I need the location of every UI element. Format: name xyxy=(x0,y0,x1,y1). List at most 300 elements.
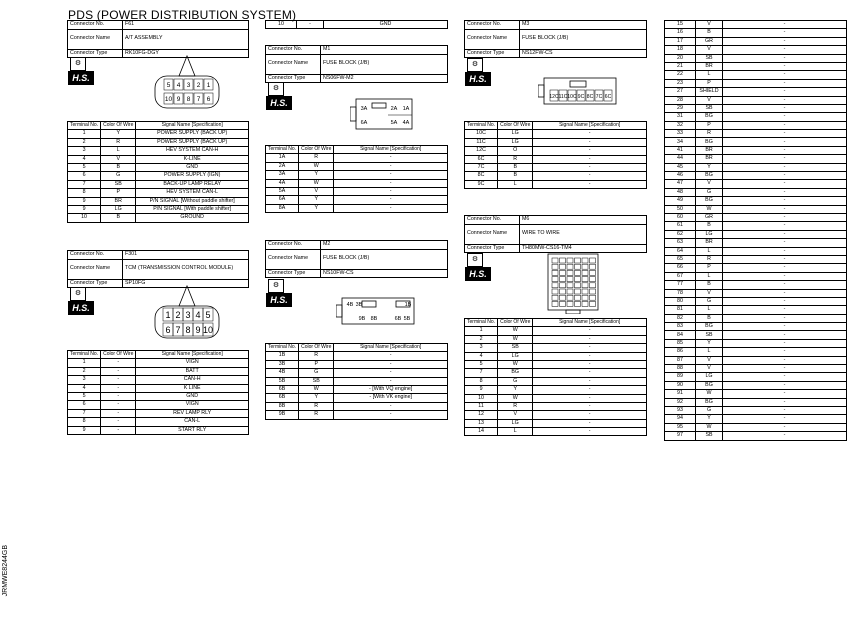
table-row xyxy=(665,54,847,62)
pin-number: 2A xyxy=(390,106,398,112)
table-row xyxy=(665,406,847,414)
terminal-cell: 60 xyxy=(665,213,696,221)
table-row xyxy=(665,96,847,104)
table-row xyxy=(266,196,448,204)
terminal-cell: 8 xyxy=(68,189,101,197)
pin-table-continued xyxy=(265,20,448,29)
signal-cell: - xyxy=(723,356,847,364)
harness-side-icon xyxy=(266,82,292,112)
table-row xyxy=(266,352,448,360)
signal-cell: - xyxy=(723,54,847,62)
pin-number: 6B xyxy=(394,316,402,322)
hs-label: H.S. xyxy=(465,267,491,281)
table-row xyxy=(68,384,249,392)
connector-no-value: M1 xyxy=(321,46,448,55)
terminal-cell: 95 xyxy=(665,423,696,431)
terminal-cell: 88 xyxy=(665,365,696,373)
terminal-cell: 10 xyxy=(465,394,498,402)
pin-cavity xyxy=(552,277,558,282)
pin-cavity xyxy=(590,264,596,269)
terminal-cell: 16 xyxy=(665,29,696,37)
color-cell: P xyxy=(696,121,723,129)
table-row xyxy=(465,163,647,171)
color-cell: L xyxy=(696,247,723,255)
signal-cell: - xyxy=(723,314,847,322)
connector-no-value: M2 xyxy=(321,241,448,250)
signal-cell: - xyxy=(533,377,647,385)
table-row xyxy=(665,432,847,440)
table-row xyxy=(465,147,647,155)
terminal-cell: 85 xyxy=(665,339,696,347)
signal-cell: - xyxy=(334,171,448,179)
terminal-cell: 9 xyxy=(68,197,101,205)
connector-face-f301 xyxy=(150,284,225,342)
color-cell: LG xyxy=(696,373,723,381)
pin-cavity xyxy=(560,301,566,306)
header-color: Color Of Wire xyxy=(299,146,334,154)
connector-type-value: NS10FW-CS xyxy=(321,269,448,278)
color-cell: R xyxy=(299,411,334,419)
pin-cavity xyxy=(552,301,558,306)
pin-cavity xyxy=(560,277,566,282)
table-row xyxy=(266,411,448,419)
table-row xyxy=(266,377,448,385)
table-row xyxy=(665,272,847,280)
terminal-cell: 5A xyxy=(266,187,299,195)
signal-cell: - xyxy=(723,247,847,255)
pin-cavity xyxy=(552,270,558,275)
table-row xyxy=(266,204,448,212)
pin-cavity xyxy=(552,264,558,269)
signal-cell: - xyxy=(723,213,847,221)
signal-cell: BATT xyxy=(136,367,249,375)
color-cell: Y xyxy=(299,171,334,179)
pin-cavity xyxy=(582,301,588,306)
connector-symbol-icon: ⚙ xyxy=(70,57,86,71)
table-row xyxy=(465,352,647,360)
label-connector-name: Connector Name xyxy=(68,259,123,279)
terminal-cell: 10 xyxy=(68,214,101,222)
terminal-cell: 90 xyxy=(665,381,696,389)
connector-name-value: TCM (TRANSMISSION CONTROL MODULE) xyxy=(123,259,249,279)
signal-cell: - xyxy=(533,155,647,163)
terminal-cell: 45 xyxy=(665,163,696,171)
terminal-cell: 81 xyxy=(665,306,696,314)
terminal-cell: 11C xyxy=(465,138,498,146)
color-cell: LG xyxy=(498,138,533,146)
connector-face-m3 xyxy=(538,76,622,106)
signal-cell: - xyxy=(723,297,847,305)
color-cell: - xyxy=(101,418,136,426)
terminal-cell: 46 xyxy=(665,172,696,180)
color-cell: W xyxy=(498,394,533,402)
color-cell: SB xyxy=(498,344,533,352)
color-cell: W xyxy=(299,385,334,393)
terminal-cell: 93 xyxy=(665,406,696,414)
signal-cell: POWER SUPPLY (BACK UP) xyxy=(136,130,249,138)
terminal-cell: 89 xyxy=(665,373,696,381)
pin-number: 9 xyxy=(176,96,181,103)
terminal-cell: 7 xyxy=(465,369,498,377)
table-row xyxy=(465,386,647,394)
color-cell: V xyxy=(299,187,334,195)
table-row xyxy=(665,247,847,255)
pin-cavity xyxy=(590,258,596,263)
connector-name-value: FUSE BLOCK (J/B) xyxy=(520,29,647,49)
table-row xyxy=(665,138,847,146)
terminal-cell: 5 xyxy=(68,392,101,400)
terminal-cell: 1B xyxy=(266,352,299,360)
page-title: PDS (POWER DISTRIBUTION SYSTEM) xyxy=(68,8,297,22)
pin-cavity xyxy=(590,270,596,275)
terminal-cell: 4 xyxy=(465,352,498,360)
color-cell: L xyxy=(498,180,533,188)
pin-cavity xyxy=(560,295,566,300)
terminal-cell: 8C xyxy=(465,172,498,180)
table-row xyxy=(665,289,847,297)
signal-cell: - xyxy=(533,369,647,377)
signal-cell: - xyxy=(533,419,647,427)
signal-cell: - xyxy=(723,222,847,230)
color-cell: LG xyxy=(696,230,723,238)
signal-cell: GND xyxy=(324,21,448,29)
connector-face-m6 xyxy=(542,252,604,314)
pin-cavity xyxy=(567,277,573,282)
pin-number: 1 xyxy=(206,82,211,89)
table-row xyxy=(68,130,249,138)
table-row xyxy=(465,360,647,368)
pin-cavity xyxy=(552,295,558,300)
color-cell: R xyxy=(299,402,334,410)
color-cell: R xyxy=(498,402,533,410)
table-row xyxy=(665,180,847,188)
table-row xyxy=(665,314,847,322)
header-color: Color Of Wire xyxy=(498,122,533,130)
terminal-cell: 14 xyxy=(465,428,498,436)
signal-cell: - xyxy=(533,163,647,171)
color-cell: BG xyxy=(696,323,723,331)
color-cell: BG xyxy=(696,172,723,180)
connector-no-value: F301 xyxy=(123,251,249,260)
signal-cell: - xyxy=(723,339,847,347)
hs-label: H.S. xyxy=(266,293,292,307)
table-row xyxy=(266,179,448,187)
hs-label: H.S. xyxy=(266,96,292,110)
connector-name-value: A/T ASSEMBLY xyxy=(123,29,249,49)
signal-cell: - xyxy=(723,348,847,356)
terminal-cell: 31 xyxy=(665,113,696,121)
signal-cell: - xyxy=(334,352,448,360)
pin-cavity xyxy=(575,283,581,288)
terminal-cell: 65 xyxy=(665,255,696,263)
signal-cell: - xyxy=(723,230,847,238)
terminal-cell: 9 xyxy=(68,205,101,213)
color-cell: V xyxy=(696,21,723,29)
terminal-cell: 34 xyxy=(665,138,696,146)
table-row xyxy=(68,418,249,426)
pin-number: 6 xyxy=(206,96,211,103)
signal-cell: - xyxy=(533,180,647,188)
terminal-cell: 12C xyxy=(465,147,498,155)
signal-cell: - xyxy=(723,146,847,154)
color-cell: GR xyxy=(696,37,723,45)
color-cell: P xyxy=(696,264,723,272)
color-cell: Y xyxy=(101,130,136,138)
terminal-cell: 17 xyxy=(665,37,696,45)
pin-table-m1 xyxy=(265,145,448,213)
pin-cavity xyxy=(560,283,566,288)
pin-number: 12C xyxy=(549,94,559,100)
terminal-cell: 2 xyxy=(465,335,498,343)
terminal-cell: 15 xyxy=(665,21,696,29)
color-cell: BR xyxy=(696,239,723,247)
pin-number: 1B xyxy=(404,302,412,308)
pin-number: 7C xyxy=(595,94,603,100)
color-cell: LG xyxy=(498,130,533,138)
signal-cell: - xyxy=(723,264,847,272)
table-row xyxy=(665,381,847,389)
pin-cavity xyxy=(590,283,596,288)
table-row xyxy=(665,172,847,180)
connector-info-m3 xyxy=(464,20,647,58)
color-cell: V xyxy=(696,180,723,188)
connector-face-m1 xyxy=(350,97,418,131)
connector-info-m2 xyxy=(265,240,448,278)
table-row xyxy=(68,205,249,213)
connector-symbol-icon: ⚙ xyxy=(268,82,284,96)
color-cell: - xyxy=(297,21,324,29)
signal-cell: - [With VK engine] xyxy=(334,394,448,402)
terminal-cell: 4 xyxy=(68,155,101,163)
pin-cavity xyxy=(590,277,596,282)
table-row xyxy=(665,163,847,171)
table-row xyxy=(68,180,249,188)
harness-side-icon xyxy=(266,279,292,309)
pin-cavity xyxy=(560,289,566,294)
signal-cell: - xyxy=(334,402,448,410)
signal-cell: - xyxy=(723,79,847,87)
color-cell: Y xyxy=(696,339,723,347)
pin-number: 8B xyxy=(370,316,378,322)
color-cell: G xyxy=(101,172,136,180)
label-connector-type: Connector Type xyxy=(68,49,123,58)
terminal-cell: 20 xyxy=(665,54,696,62)
table-row xyxy=(665,113,847,121)
signal-cell: CAN-H xyxy=(136,376,249,384)
table-row xyxy=(665,356,847,364)
signal-cell: - xyxy=(533,352,647,360)
terminal-cell: 41 xyxy=(665,146,696,154)
pin-cavity xyxy=(575,258,581,263)
table-row xyxy=(665,239,847,247)
table-row xyxy=(465,344,647,352)
label-connector-type: Connector Type xyxy=(266,269,321,278)
terminal-cell: 3 xyxy=(68,376,101,384)
pin-number: 4B xyxy=(346,302,354,308)
pin-number: 5 xyxy=(205,310,211,320)
terminal-cell: 64 xyxy=(665,247,696,255)
signal-cell: - xyxy=(723,423,847,431)
connector-symbol-icon: ⚙ xyxy=(268,279,284,293)
signal-cell: - xyxy=(334,162,448,170)
signal-cell: - xyxy=(723,138,847,146)
signal-cell: - xyxy=(723,365,847,373)
color-cell: Y xyxy=(498,386,533,394)
terminal-cell: 84 xyxy=(665,331,696,339)
pin-number: 3A xyxy=(360,106,368,112)
connector-info-m6 xyxy=(464,215,647,253)
terminal-cell: 3A xyxy=(266,171,299,179)
table-row xyxy=(665,155,847,163)
table-row xyxy=(68,359,249,367)
color-cell: G xyxy=(696,297,723,305)
table-row xyxy=(665,62,847,70)
terminal-cell: 11 xyxy=(465,402,498,410)
pin-cavity xyxy=(582,258,588,263)
signal-cell: - xyxy=(723,398,847,406)
pin-number: 9 xyxy=(195,325,201,335)
signal-cell: - xyxy=(334,196,448,204)
label-connector-type: Connector Type xyxy=(68,279,123,288)
terminal-cell: 92 xyxy=(665,398,696,406)
pin-table-m3 xyxy=(464,121,647,189)
table-row xyxy=(665,390,847,398)
terminal-cell: 87 xyxy=(665,356,696,364)
signal-cell: - xyxy=(723,432,847,440)
table-row xyxy=(465,155,647,163)
terminal-cell: 28 xyxy=(665,96,696,104)
signal-cell: - xyxy=(533,335,647,343)
pin-cavity xyxy=(567,283,573,288)
pin-number: 8C xyxy=(586,94,594,100)
label-connector-type: Connector Type xyxy=(465,244,520,253)
pin-cavity xyxy=(575,295,581,300)
color-cell: Y xyxy=(696,415,723,423)
color-cell: - xyxy=(101,376,136,384)
terminal-cell: 86 xyxy=(665,348,696,356)
color-cell: BG xyxy=(696,398,723,406)
harness-side-icon xyxy=(68,57,94,87)
color-cell: W xyxy=(696,423,723,431)
signal-cell: - xyxy=(533,172,647,180)
color-cell: V xyxy=(498,411,533,419)
table-row xyxy=(665,415,847,423)
table-row xyxy=(665,71,847,79)
signal-cell: - xyxy=(533,428,647,436)
color-cell: V xyxy=(101,155,136,163)
terminal-cell: 6C xyxy=(465,155,498,163)
signal-cell: - xyxy=(723,62,847,70)
pin-table-f61 xyxy=(67,121,249,223)
pin-number: 9C xyxy=(577,94,585,100)
signal-cell: - xyxy=(723,113,847,121)
signal-cell: - xyxy=(533,360,647,368)
terminal-cell: 10 xyxy=(266,21,297,29)
table-row xyxy=(665,46,847,54)
connector-face-m2 xyxy=(336,296,420,326)
signal-cell: POWER SUPPLY (IGN) xyxy=(136,172,249,180)
label-connector-no: Connector No. xyxy=(266,46,321,55)
table-row xyxy=(465,419,647,427)
pin-cavity xyxy=(582,289,588,294)
terminal-cell: 3 xyxy=(465,344,498,352)
table-row xyxy=(665,331,847,339)
color-cell: B xyxy=(696,29,723,37)
terminal-cell: 6A xyxy=(266,196,299,204)
pin-number: 4A xyxy=(402,120,410,126)
table-row xyxy=(465,377,647,385)
color-cell: V xyxy=(696,365,723,373)
table-row xyxy=(665,423,847,431)
pin-number: 5B xyxy=(403,316,411,322)
signal-cell: GROUND xyxy=(136,214,249,222)
header-signal: Signal Name [Specification] xyxy=(334,344,448,352)
hs-label: H.S. xyxy=(465,72,491,86)
terminal-cell: 8B xyxy=(266,402,299,410)
terminal-cell: 50 xyxy=(665,205,696,213)
table-row xyxy=(665,365,847,373)
signal-cell: GND xyxy=(136,392,249,400)
table-row xyxy=(266,402,448,410)
terminal-cell: 5 xyxy=(68,163,101,171)
signal-cell: REV LAMP RLY xyxy=(136,409,249,417)
signal-cell: CAN-L xyxy=(136,418,249,426)
terminal-cell: 2 xyxy=(68,367,101,375)
terminal-cell: 97 xyxy=(665,432,696,440)
header-terminal: Terminal No. xyxy=(465,122,498,130)
color-cell: B xyxy=(696,222,723,230)
table-row xyxy=(465,335,647,343)
table-row xyxy=(665,197,847,205)
table-row xyxy=(266,162,448,170)
table-row xyxy=(68,409,249,417)
connector-name-value: FUSE BLOCK (J/B) xyxy=(321,249,448,269)
color-cell: - xyxy=(101,384,136,392)
terminal-cell: 4B xyxy=(266,369,299,377)
signal-cell: BACK-UP LAMP RELAY xyxy=(136,180,249,188)
signal-cell: - xyxy=(723,272,847,280)
color-cell: V xyxy=(696,46,723,54)
color-cell: G xyxy=(299,369,334,377)
terminal-cell: 27 xyxy=(665,88,696,96)
signal-cell: - xyxy=(533,386,647,394)
color-cell: R xyxy=(299,352,334,360)
pin-cavity xyxy=(590,289,596,294)
signal-cell: START RLY xyxy=(136,426,249,434)
table-row xyxy=(665,188,847,196)
table-row xyxy=(665,323,847,331)
terminal-cell: 8 xyxy=(465,377,498,385)
color-cell: SB xyxy=(696,54,723,62)
pin-cavity xyxy=(567,301,573,306)
pin-table-m6 xyxy=(464,318,647,436)
connector-symbol-icon: ⚙ xyxy=(70,287,86,301)
signal-cell: - xyxy=(723,172,847,180)
label-connector-type: Connector Type xyxy=(266,74,321,83)
pin-cavity xyxy=(567,264,573,269)
color-cell: V xyxy=(696,96,723,104)
table-row xyxy=(68,197,249,205)
color-cell: W xyxy=(498,360,533,368)
color-cell: - xyxy=(101,359,136,367)
pin-cavity xyxy=(582,270,588,275)
terminal-cell: 12 xyxy=(465,411,498,419)
color-cell: P xyxy=(101,189,136,197)
terminal-cell: 18 xyxy=(665,46,696,54)
header-signal: Signal Name [Specification] xyxy=(136,122,249,130)
table-row xyxy=(665,281,847,289)
connector-info-f61 xyxy=(67,20,249,58)
